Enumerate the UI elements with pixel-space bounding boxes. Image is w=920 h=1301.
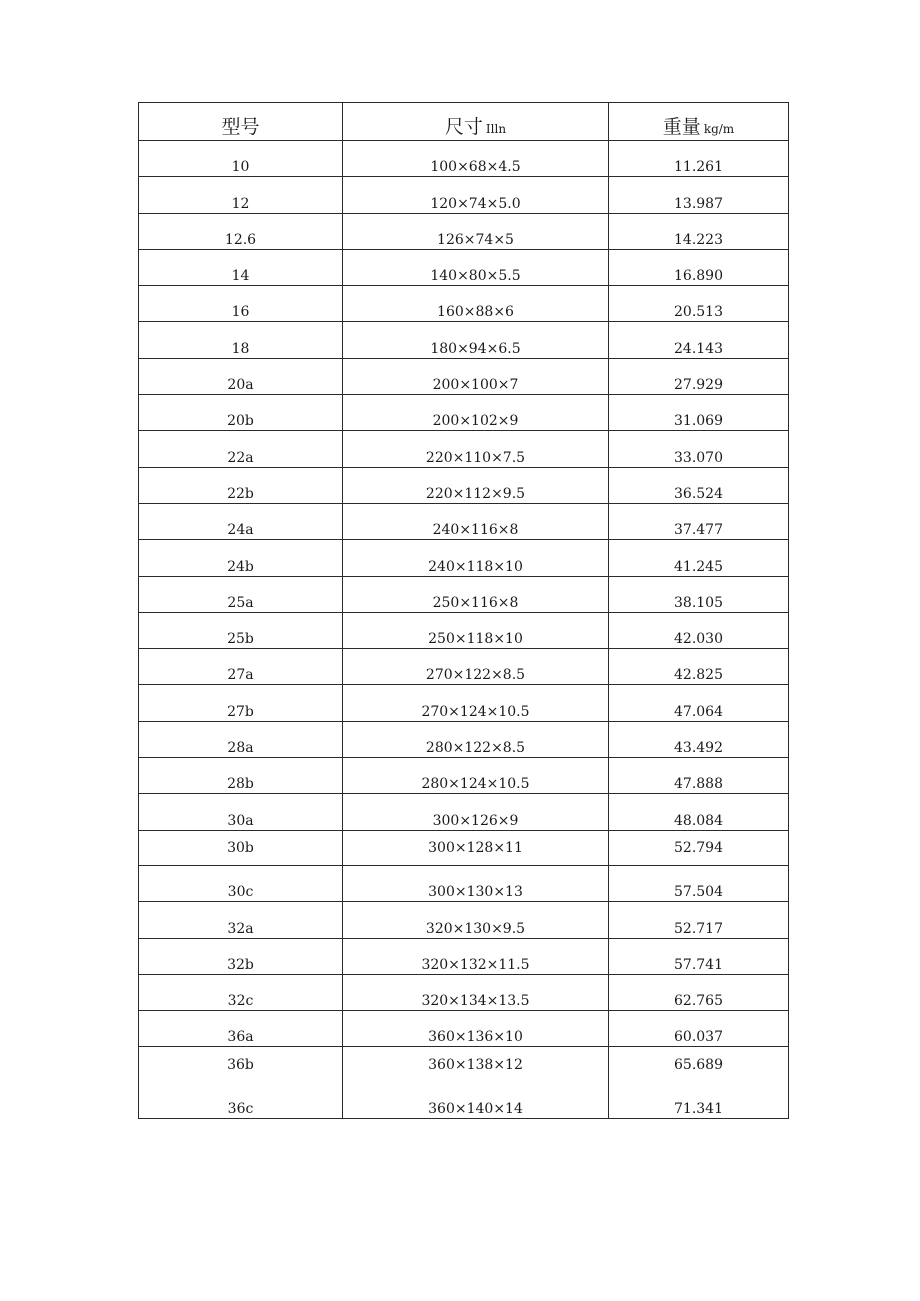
size-cell: 320×134×13.5 [343,974,609,1010]
model-cell: 18 [139,322,343,358]
model-cell: 24b [139,540,343,576]
weight-cell: 13.987 [609,177,789,213]
table-row [139,902,789,938]
size-cell: 180×94×6.5 [343,322,609,358]
size-cell: 220×112×9.5 [343,467,609,503]
size-cell: 200×102×9 [343,395,609,431]
weight-cell: 71.341 [609,1083,789,1119]
weight-cell: 52.717 [609,902,789,938]
size-cell: 250×118×10 [343,612,609,648]
weight-cell: 57.741 [609,938,789,974]
header-size [343,103,609,141]
weight-cell: 42.030 [609,612,789,648]
size-cell: 300×128×11 [343,830,609,865]
header-weight-label: 重量 [662,116,701,138]
weight-cell: 41.245 [609,540,789,576]
model-cell: 22a [139,431,343,467]
size-cell: 160×88×6 [343,286,609,322]
table-row [139,503,789,539]
table-row [139,974,789,1010]
size-cell: 360×138×12 [343,1047,609,1083]
table-row [139,794,789,830]
weight-cell: 47.064 [609,685,789,721]
table-row [139,612,789,648]
table-row [139,721,789,757]
weight-cell: 57.504 [609,865,789,901]
model-cell: 27b [139,685,343,721]
size-cell: 300×130×13 [343,865,609,901]
model-cell: 36c [139,1083,343,1119]
model-cell: 32a [139,902,343,938]
weight-cell: 33.070 [609,431,789,467]
weight-cell: 42.825 [609,649,789,685]
table-row [139,758,789,794]
weight-cell: 60.037 [609,1011,789,1047]
weight-cell: 37.477 [609,503,789,539]
size-cell: 320×130×9.5 [343,902,609,938]
table-row [139,467,789,503]
model-cell: 20a [139,358,343,394]
table-row [139,1047,789,1083]
size-cell: 270×124×10.5 [343,685,609,721]
size-cell: 300×126×9 [343,794,609,830]
table-row [139,830,789,865]
model-cell: 10 [139,141,343,177]
weight-cell: 62.765 [609,974,789,1010]
table-body [139,141,789,1119]
model-cell: 20b [139,395,343,431]
model-cell: 16 [139,286,343,322]
model-cell: 12 [139,177,343,213]
table-row [139,322,789,358]
model-cell: 32c [139,974,343,1010]
header-row [139,103,789,141]
weight-cell: 47.888 [609,758,789,794]
table-row [139,249,789,285]
table-row [139,213,789,249]
table-row [139,649,789,685]
header-model-label: 型号 [221,116,260,138]
size-cell: 126×74×5 [343,213,609,249]
weight-cell: 31.069 [609,395,789,431]
size-cell: 270×122×8.5 [343,649,609,685]
header-weight-unit: kg/m [703,122,735,136]
model-cell: 30a [139,794,343,830]
table-row [139,395,789,431]
model-cell: 14 [139,249,343,285]
size-cell: 250×116×8 [343,576,609,612]
table-row [139,540,789,576]
table-row [139,865,789,901]
model-cell: 25a [139,576,343,612]
weight-cell: 48.084 [609,794,789,830]
table-row [139,286,789,322]
table-row [139,1011,789,1047]
table-row [139,177,789,213]
weight-cell: 27.929 [609,358,789,394]
size-cell: 280×122×8.5 [343,721,609,757]
weight-cell: 16.890 [609,249,789,285]
weight-cell: 20.513 [609,286,789,322]
size-cell: 360×136×10 [343,1011,609,1047]
model-cell: 27a [139,649,343,685]
size-cell: 280×124×10.5 [343,758,609,794]
size-cell: 120×74×5.0 [343,177,609,213]
model-cell: 28a [139,721,343,757]
model-cell: 30c [139,865,343,901]
model-cell: 24a [139,503,343,539]
weight-cell: 24.143 [609,322,789,358]
model-cell: 12.6 [139,213,343,249]
weight-cell: 36.524 [609,467,789,503]
weight-cell: 14.223 [609,213,789,249]
table-row [139,685,789,721]
weight-cell: 52.794 [609,830,789,865]
table-row [139,358,789,394]
weight-cell: 43.492 [609,721,789,757]
model-cell: 30b [139,830,343,865]
size-cell: 240×118×10 [343,540,609,576]
model-cell: 36a [139,1011,343,1047]
header-weight [609,103,789,141]
header-size-unit: Illn [485,122,507,136]
header-size-label: 尺寸 [444,116,483,138]
header-model [139,103,343,141]
size-cell: 200×100×7 [343,358,609,394]
size-cell: 140×80×5.5 [343,249,609,285]
table-row [139,1083,789,1119]
model-cell: 25b [139,612,343,648]
table-row [139,576,789,612]
model-cell: 36b [139,1047,343,1083]
table-row [139,938,789,974]
weight-cell: 38.105 [609,576,789,612]
table-row [139,431,789,467]
size-cell: 240×116×8 [343,503,609,539]
table-row [139,141,789,177]
spec-table [138,102,789,1119]
model-cell: 28b [139,758,343,794]
model-cell: 32b [139,938,343,974]
size-cell: 100×68×4.5 [343,141,609,177]
size-cell: 220×110×7.5 [343,431,609,467]
size-cell: 320×132×11.5 [343,938,609,974]
model-cell: 22b [139,467,343,503]
size-cell: 360×140×14 [343,1083,609,1119]
weight-cell: 65.689 [609,1047,789,1083]
weight-cell: 11.261 [609,141,789,177]
